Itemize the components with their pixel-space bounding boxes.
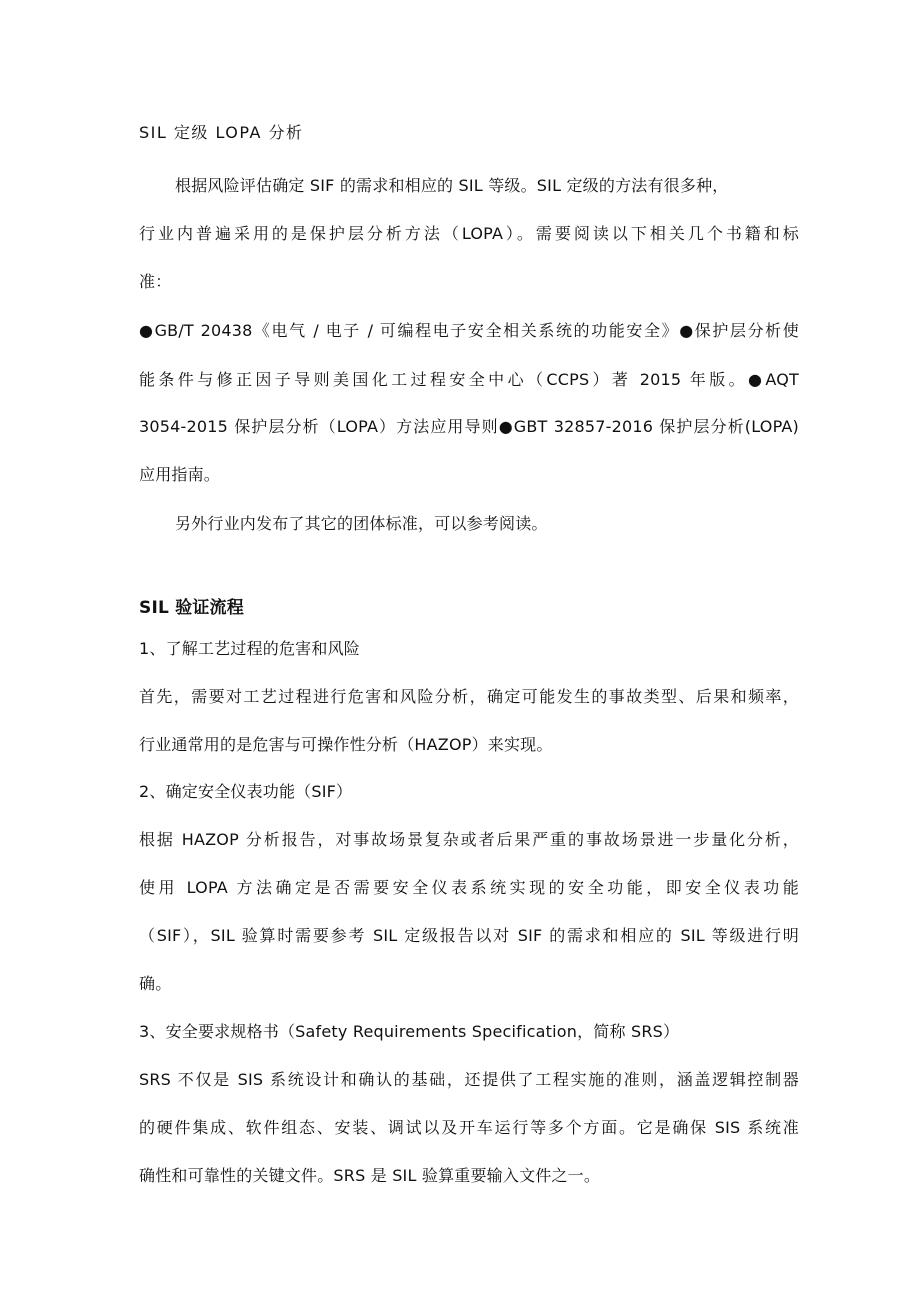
paragraph-line: （SIF），SIL 验算时需要参考 SIL 定级报告以对 SIF 的需求和相应的 SIL 等级进行明 [139, 926, 799, 945]
section-title-sil-verification: SIL 验证流程 [139, 598, 244, 618]
paragraph-line: 首先，需要对工艺过程进行危害和风险分析，确定可能发生的事故类型、后果和频率， [139, 687, 799, 706]
paragraph-line: 根据风险评估确定 SIF 的需求和相应的 SIL 等级。SIL 定级的方法有很多种， [175, 176, 729, 195]
paragraph-line: 行业内普遍采用的是保护层分析方法（LOPA）。需要阅读以下相关几个书籍和标 [139, 224, 799, 243]
step-heading-1: 1、了解工艺过程的危害和风险 [139, 639, 360, 658]
paragraph-line: 3054-2015 保护层分析（LOPA）方法应用导则●GBT 32857-2016 保护层分析(LOPA) [139, 417, 799, 436]
paragraph-line: 另外行业内发布了其它的团体标准，可以参考阅读。 [175, 514, 548, 533]
paragraph-line: 应用指南。 [139, 465, 221, 484]
paragraph-line: 确。 [139, 974, 172, 993]
section-title-lopa: SIL 定级 LOPA 分析 [139, 123, 304, 142]
paragraph-line: 使用 LOPA 方法确定是否需要安全仪表系统实现的安全功能，即安全仪表功能 [139, 878, 799, 897]
paragraph-line: 确性和可靠性的关键文件。SRS 是 SIL 验算重要输入文件之一。 [139, 1166, 601, 1185]
step-heading-3: 3、安全要求规格书（Safety Requirements Specification，简称 SRS） [139, 1022, 680, 1041]
paragraph-line: 能条件与修正因子导则美国化工过程安全中心（CCPS）著 2015 年版。●AQT [139, 370, 799, 389]
paragraph-line: 行业通常用的是危害与可操作性分析（HAZOP）来实现。 [139, 735, 553, 754]
paragraph-line: SRS 不仅是 SIS 系统设计和确认的基础，还提供了工程实施的准则，涵盖逻辑控制器 [139, 1070, 799, 1089]
paragraph-line: ●GB/T 20438《电气 / 电子 / 可编程电子安全相关系统的功能安全》●保护层分析使 [139, 321, 799, 340]
paragraph-line: 根据 HAZOP 分析报告，对事故场景复杂或者后果严重的事故场景进一步量化分析， [139, 830, 799, 849]
paragraph-line: 准： [139, 272, 172, 291]
step-heading-2: 2、确定安全仪表功能（SIF） [139, 782, 353, 801]
paragraph-line: 的硬件集成、软件组态、安装、调试以及开车运行等多个方面。它是确保 SIS 系统准 [139, 1118, 799, 1137]
